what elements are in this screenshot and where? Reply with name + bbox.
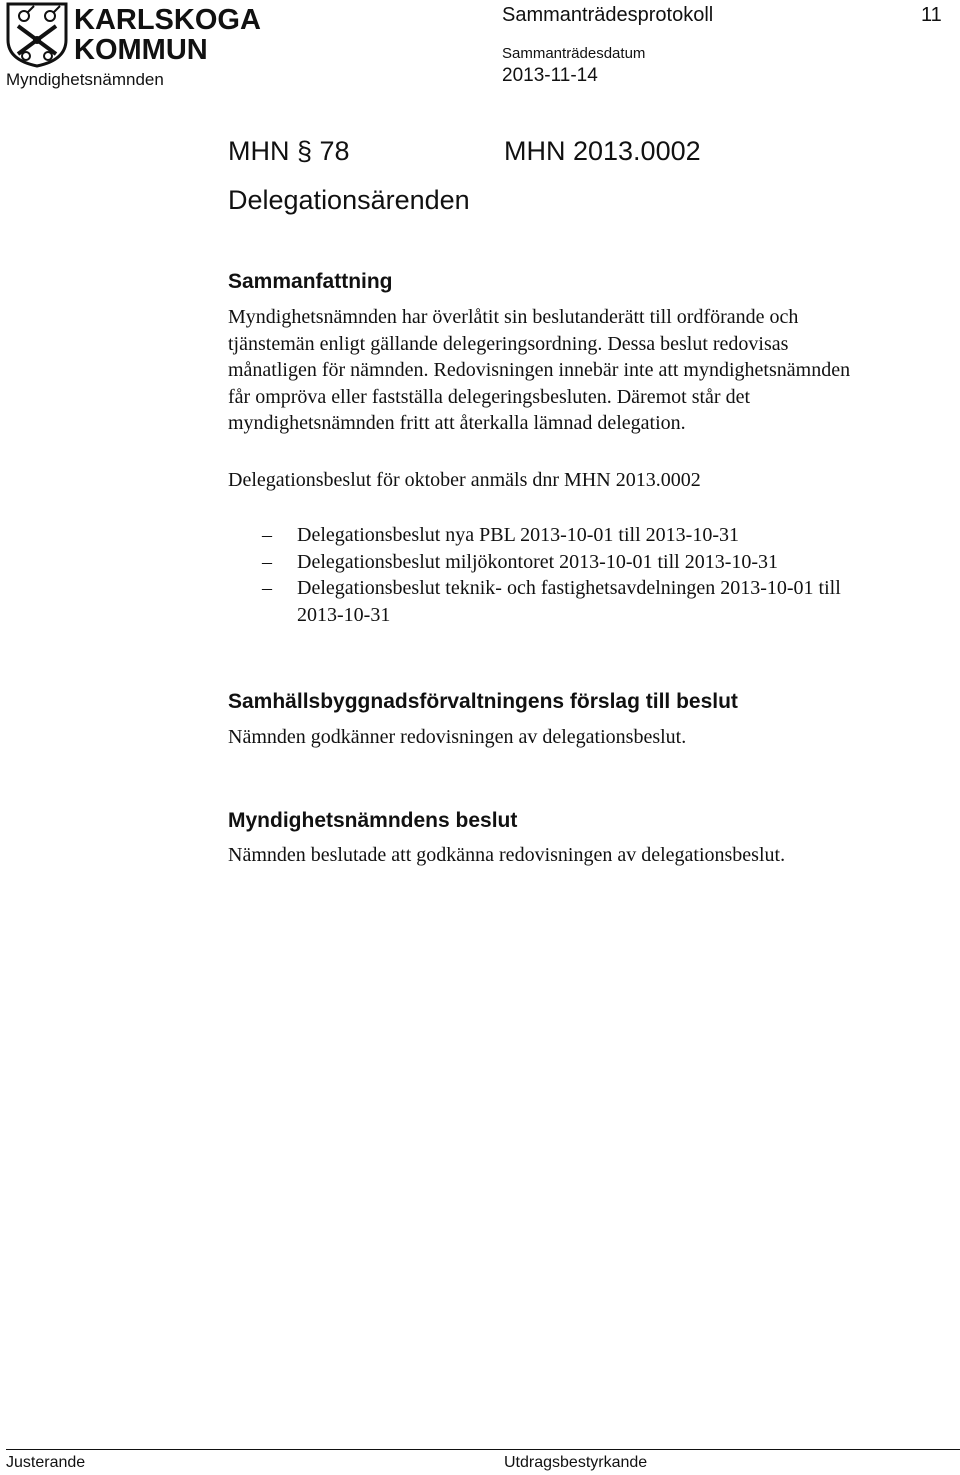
proposal-heading: Samhällsbyggnadsförvaltningens förslag till beslut <box>228 690 738 713</box>
list-item-text: Delegationsbeslut nya PBL 2013-10-01 till 2013-10-31 <box>297 524 739 546</box>
meeting-date-label: Sammanträdesdatum <box>502 45 646 62</box>
summary-line: månatligen för nämnden. Redovisningen innebär inte att myndighetsnämnden <box>228 359 851 382</box>
decision-text: Nämnden beslutade att godkänna redovisningen av delegationsbeslut. <box>228 844 786 866</box>
footer-divider <box>6 1449 960 1450</box>
page-number: 11 <box>921 4 942 26</box>
decision-heading: Myndighetsnämndens beslut <box>228 809 518 832</box>
department-name: Myndighetsnämnden <box>6 70 164 89</box>
logo-text-line1: KARLSKOGA <box>74 4 261 36</box>
list-bullet: – <box>262 577 272 600</box>
logo-text-line2: KOMMUN <box>74 34 208 66</box>
case-number: MHN § 78 <box>228 136 350 166</box>
list-item-continuation: 2013-10-31 <box>297 603 391 626</box>
list-item <box>228 575 938 628</box>
list-item-text: Delegationsbeslut teknik- och fastighetsavdelningen 2013-10-01 till <box>297 577 841 600</box>
summary-line: myndighetsnämnden fritt att återkalla lämnad delegation. <box>228 412 686 435</box>
delegation-list <box>228 522 938 628</box>
list-bullet: – <box>262 550 272 573</box>
case-dnr: MHN 2013.0002 <box>504 136 701 166</box>
summary-line: får ompröva eller fastställa delegeringsbesluten. Däremot står det <box>228 385 751 408</box>
footer-utdragsbestyrkande: Utdragsbestyrkande <box>504 1454 648 1471</box>
summary-paragraph <box>228 304 956 437</box>
summary-heading: Sammanfattning <box>228 270 393 293</box>
list-item <box>228 549 938 576</box>
list-item <box>228 522 938 549</box>
document-title: Sammanträdesprotokoll <box>502 4 714 26</box>
summary-line: Myndighetsnämnden har överlåtit sin beslutanderätt till ordförande och <box>228 306 799 328</box>
proposal-text: Nämnden godkänner redovisningen av delegationsbeslut. <box>228 726 687 748</box>
list-item-text: Delegationsbeslut miljökontoret 2013-10-01 till 2013-10-31 <box>297 550 779 573</box>
case-title: Delegationsärenden <box>228 185 470 215</box>
municipality-logo <box>6 2 261 68</box>
footer-justerande: Justerande <box>6 1454 86 1471</box>
meeting-date-value: 2013-11-14 <box>502 65 598 86</box>
summary-line: tjänstemän enligt gällande delegeringsordning. Dessa beslut redovisas <box>228 332 789 355</box>
list-bullet: – <box>262 524 272 546</box>
decision-intro: Delegationsbeslut för oktober anmäls dnr MHN 2013.0002 <box>228 469 701 491</box>
